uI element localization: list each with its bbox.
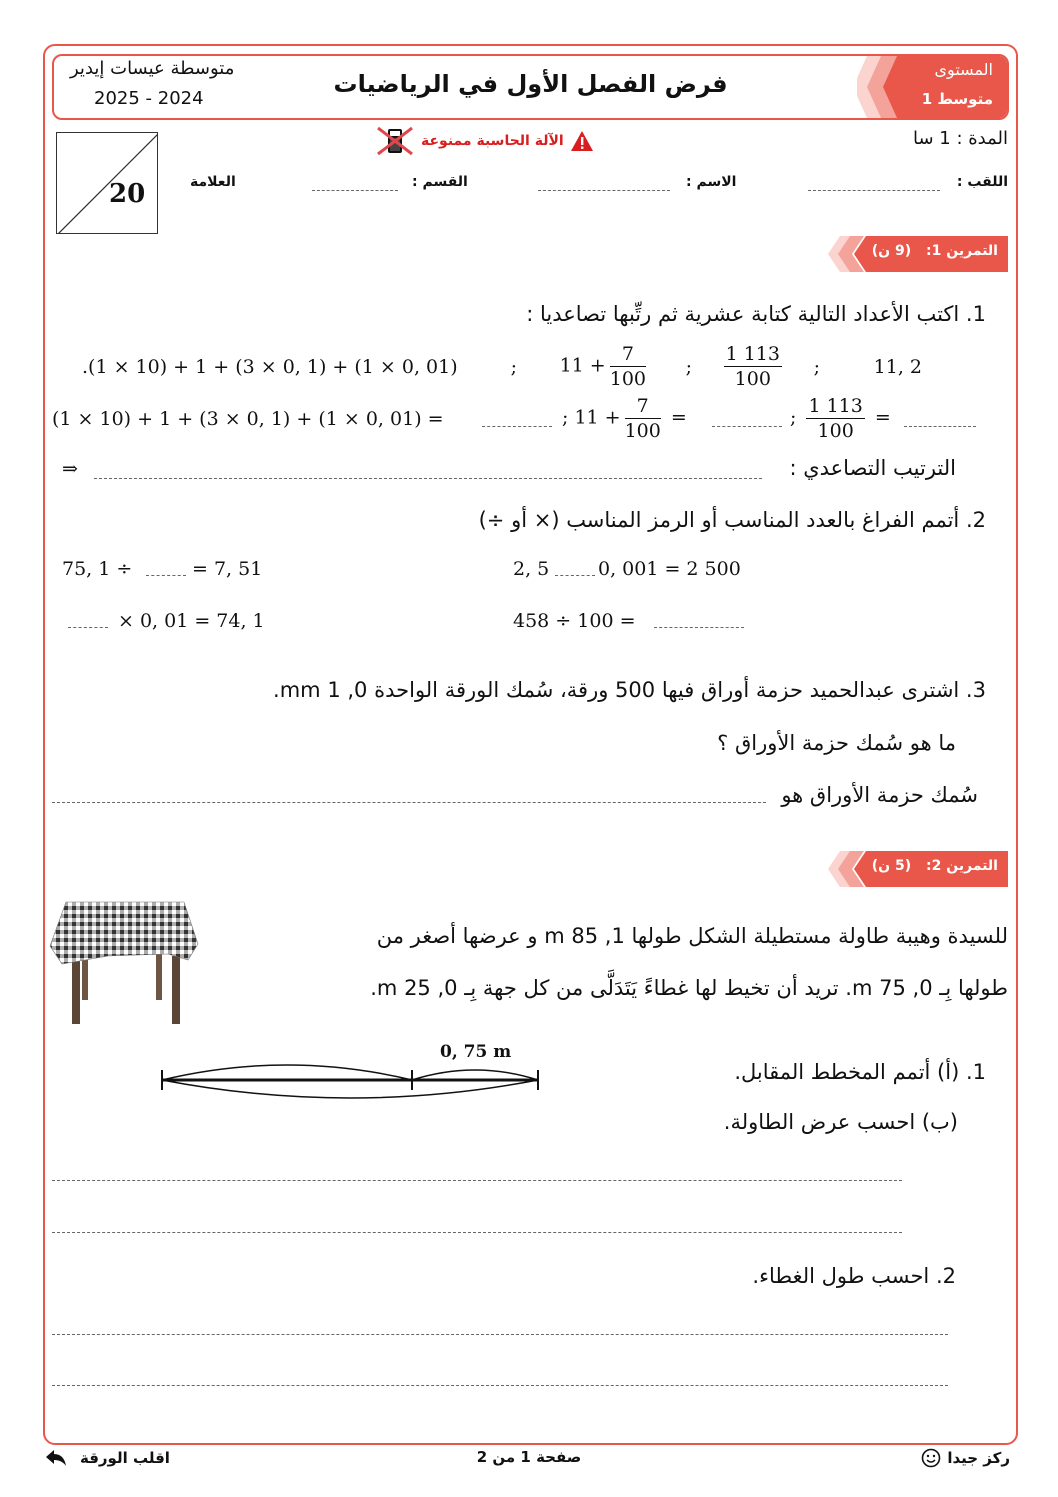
duration: المدة : 1 سا — [912, 128, 1008, 149]
no-calculator-icon — [375, 126, 415, 156]
surname-label: اللقب : — [956, 174, 1008, 190]
header-box — [52, 54, 1009, 120]
answer-blank-d[interactable] — [482, 426, 552, 427]
exercise1-points: (9 ن) — [871, 243, 912, 259]
grade-total: 20 — [109, 179, 146, 209]
answer-blank-b[interactable] — [904, 426, 976, 427]
ex1-q1-conversions: (1 × 10) + 1 + (3 × 0, 1) + (1 × 0, 01) = ; 11 + $\frac{7}{100}$ = ; $\frac{1 113}{100}$ = — [52, 394, 982, 450]
turn-arrow-icon — [44, 1448, 68, 1468]
exercise2-title: التمرين 2: — [926, 858, 998, 874]
turn-page: اقلب الورقة — [44, 1448, 170, 1468]
eq2-right: 0, 001 = 2 500 — [598, 558, 741, 580]
exam-title: فرض الفصل الأول في الرياضيات — [333, 70, 728, 98]
footer-focus: ركز جيدا — [921, 1448, 1010, 1468]
ex1-q2-prompt: 2. أتمم الفراغ بالعدد المناسب أو الرمز المناسب (× أو ÷) — [478, 508, 986, 532]
ex2-q1-answer-line1[interactable] — [52, 1180, 902, 1181]
ex1-q3-answer-field[interactable] — [52, 802, 766, 803]
exercise1-title: التمرين 1: — [926, 243, 998, 259]
ex2-q1-answer-line2[interactable] — [52, 1232, 902, 1233]
answer-blank-c[interactable] — [712, 426, 782, 427]
ordering-label: الترتيب التصاعدي : — [789, 456, 956, 480]
grade-label: العلامة — [190, 174, 236, 190]
calculator-warning: الآلة الحاسبة ممنوعة — [375, 126, 594, 156]
eq1-right: = 7, 51 — [192, 558, 263, 580]
warning-icon — [570, 130, 594, 152]
name-label: الاسم : — [686, 174, 737, 190]
class-field[interactable] — [312, 190, 398, 191]
number-b: $\frac{1 113}{100}$ — [725, 343, 780, 390]
eq1-blank[interactable] — [146, 575, 186, 576]
eq1-left: 75, 1 ÷ — [62, 558, 133, 580]
ex2-q2: 2. احسب طول الغطاء. — [752, 1264, 956, 1288]
number-a: 11, 2 — [873, 356, 922, 378]
ex2-statement-line1: للسيدة وهيبة طاولة مستطيلة الشكل طولها 1, 85 m و عرضها أصغر من — [376, 924, 1008, 948]
eq4-left: 458 ÷ 100 = — [513, 610, 636, 632]
exercise2-tab — [828, 851, 1008, 887]
ex2-q1b: (ب) احسب عرض الطاولة. — [723, 1110, 958, 1134]
exercise2-points: (5 ن) — [871, 858, 912, 874]
name-field[interactable] — [538, 190, 670, 191]
ex2-q2-answer-line2[interactable] — [52, 1385, 948, 1386]
level-value: 1 متوسط — [921, 90, 993, 108]
school-name: متوسطة عيسات إيدير — [70, 58, 235, 79]
ex1-q3-question: ما هو سُمك حزمة الأوراق ؟ — [717, 731, 956, 755]
page-number: صفحة 1 من 2 — [476, 1448, 582, 1466]
ex2-statement-line2: طولها بِـ 0, 75 m. تريد أن تخيط لها غطاءً يَتَدَلَّى من كل جهة بِـ 0, 25 m. — [370, 976, 1008, 1000]
ordering-answer-field[interactable] — [94, 478, 762, 479]
ex1-q1-numbers: 11, 2 ; $\frac{1 113}{100}$ ; 11 + $\frac{7}{100}$ ; .(1 × 10) + 1 + (3 × 0, 1) + (1 × 0, 01) — [82, 343, 922, 390]
table-with-tablecloth-image — [48, 898, 202, 1026]
class-label: القسم : — [412, 174, 468, 190]
eq2-left: 2, 5 — [513, 558, 550, 580]
ex2-q2-answer-line1[interactable] — [52, 1334, 948, 1335]
eq2-blank[interactable] — [555, 575, 595, 576]
surname-field[interactable] — [808, 190, 940, 191]
level-label: المستوى — [934, 60, 993, 79]
eq3-blank[interactable] — [68, 627, 108, 628]
number-c: 11 + $\frac{7}{100}$ — [559, 343, 646, 390]
ex1-q3-answer-label: سُمك حزمة الأوراق هو — [781, 783, 978, 807]
exercise1-tab — [828, 236, 1008, 272]
number-d: (1 × 10) + 1 + (3 × 0, 1) + (1 × 0, 01) — [88, 356, 458, 378]
ex1-q3-prompt: 3. اشترى عبدالحميد حزمة أوراق فيها 500 ورقة، سُمك الورقة الواحدة 0, 1 mm. — [273, 678, 986, 702]
diagram-label-075: 0, 75 m — [440, 1042, 512, 1062]
ex1-q1-prompt: 1. اكتب الأعداد التالية كتابة عشرية ثم رتِّبها تصاعديا : — [526, 302, 986, 326]
implies-arrow: ⇒ — [62, 458, 78, 480]
grade-box — [56, 132, 158, 234]
ex2-q1a: 1. (أ) أتمم المخطط المقابل. — [734, 1060, 986, 1084]
eq3-right: × 0, 01 = 74, 1 — [118, 610, 265, 632]
eq4-blank[interactable] — [654, 627, 744, 628]
school-year: 2025 - 2024 — [94, 88, 204, 109]
